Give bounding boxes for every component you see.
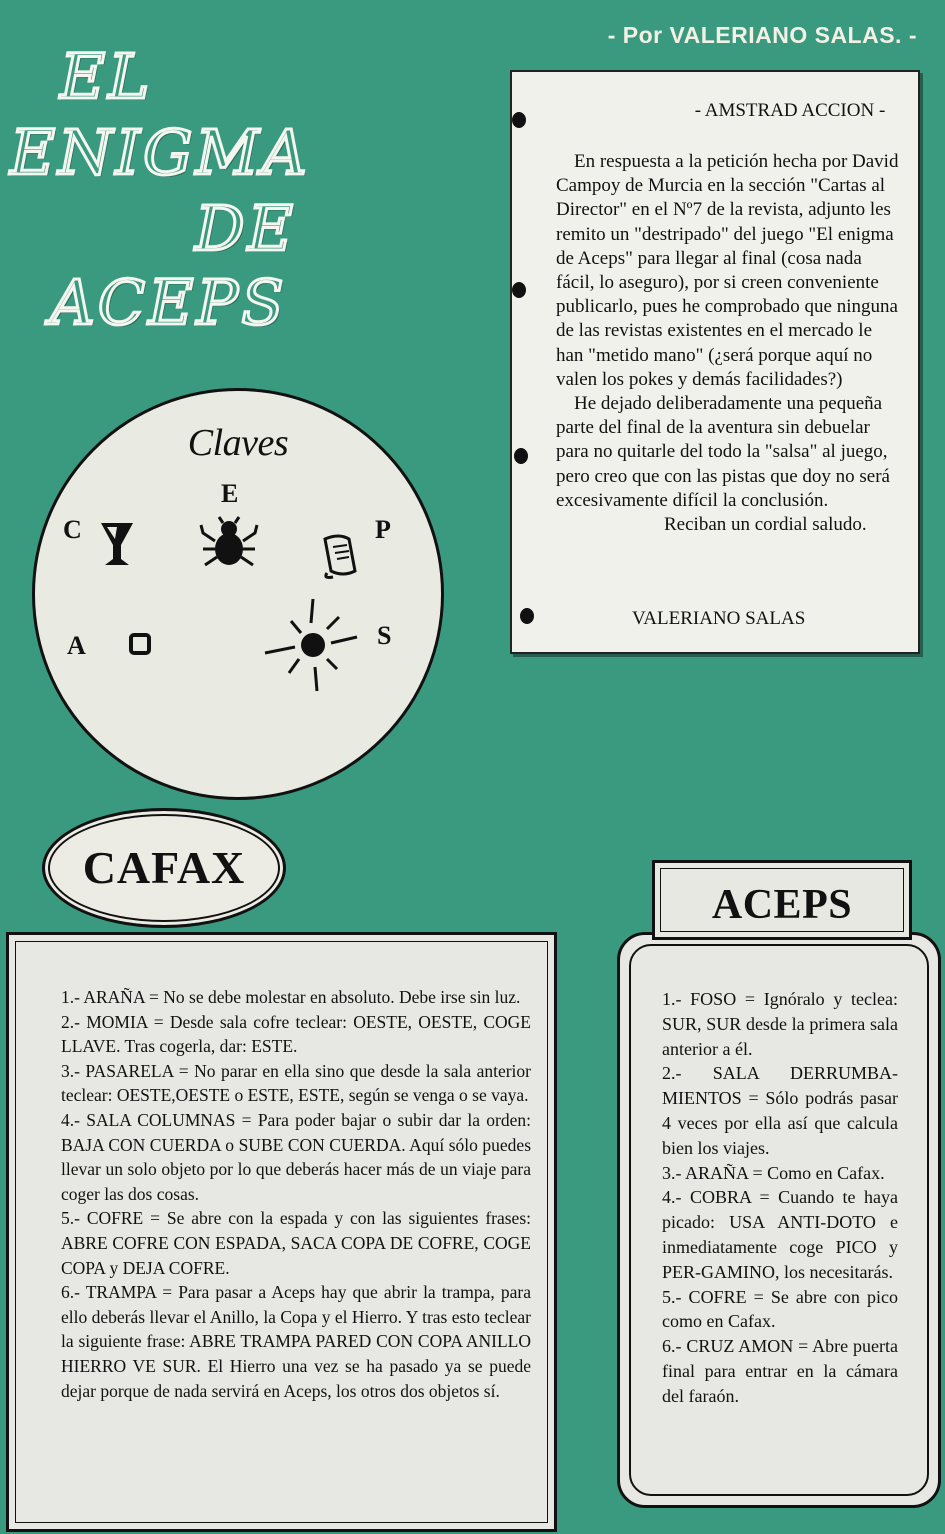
ring-icon <box>127 631 153 657</box>
claves-circle <box>32 388 444 800</box>
letter-card <box>510 70 920 654</box>
cup-icon <box>97 519 137 569</box>
aceps-heading-badge <box>652 860 912 940</box>
cafax-box <box>6 932 557 1532</box>
bullet-dot <box>520 608 534 624</box>
title-line-4: ACEPS <box>50 266 287 339</box>
aceps-item: 4.- COBRA = Cuando te haya picado: USA ANTI-DOTO e inmediatamente coge PICO y PER-GAMINO, los necesitarás. <box>662 1187 898 1282</box>
aceps-item: 2.- SALA DERRUMBA-MIENTOS = Sólo podrás pasar 4 veces por ella así que calcula bien los viajes. <box>662 1063 898 1158</box>
letter-body <box>556 150 902 537</box>
aceps-heading: ACEPS <box>660 868 904 932</box>
letter-paragraph: En respuesta a la petición hecha por David Campoy de Murcia en la sección "Cartas al Director" en el Nº7 de la revista, adjunto les remito un "destripado" del juego "El enigma de Aceps" para llegar al final (cosa nada fácil, lo aseguro), por si creen conveniente publicarlo, pues he comprobado que ninguna de las revistas existentes en el mercado le han "metido mano" (¿será porque aquí no valen los pokes y demás facilidades?) <box>556 151 899 390</box>
cafax-item: 2.- MOMIA = Desde sala cofre teclear: OESTE, OESTE, COGE LLAVE. Tras cogerla, dar: ESTE. <box>61 1011 531 1057</box>
title-line-2: ENIGMA <box>10 116 310 189</box>
aceps-item: 5.- COFRE = Se abre con pico como en Cafax. <box>662 1286 898 1332</box>
byline: - Por VALERIANO SALAS. - <box>607 22 917 48</box>
cafax-list <box>61 985 531 1403</box>
cafax-item: 3.- PASARELA = No parar en ella sino que desde la sala anterior teclear: OESTE,OESTE o ESTE, ESTE, según se venga o se vaya. <box>61 1060 531 1106</box>
claves-title: Claves <box>187 422 289 464</box>
bullet-dot <box>514 448 528 464</box>
spider-icon <box>199 515 259 571</box>
cafax-item: 6.- TRAMPA = Para pasar a Aceps hay que abrir la trampa, para ello deberás llevar el Anillo, la Copa y el Hierro. Y tras esto teclear la siguiente frase: ABRE TRAMPA PARED CON COPA ANILLO HIERRO VE SUR. El Hierro una vez se ha pasado ya se puede dejar porque de nada servirá en Aceps, los otros dos objetos sí. <box>61 1282 531 1401</box>
aceps-item: 3.- ARAÑA = Como en Cafax. <box>662 1162 885 1183</box>
label-e: E <box>221 479 239 508</box>
title-logo <box>10 40 390 360</box>
sun-icon <box>263 597 359 693</box>
aceps-list <box>662 987 898 1409</box>
title-line-1: EL <box>60 40 153 113</box>
label-p: P <box>375 515 391 544</box>
letter-salutation: Reciban un cordial saludo. <box>664 514 867 536</box>
label-a: A <box>67 631 86 660</box>
letter-signature: VALERIANO SALAS <box>632 608 806 629</box>
cafax-item: 4.- SALA COLUMNAS = Para poder bajar o subir dar la orden: BAJA CON CUERDA o SUBE CON CUERDA. Aquí sólo puedes llevar un solo objeto por lo que deberás hacer más de un viaje para coger las dos cosas. <box>61 1109 531 1204</box>
label-c: C <box>63 515 82 544</box>
cafax-heading: CAFAX <box>82 842 246 893</box>
cafax-heading-badge <box>42 808 286 928</box>
aceps-item: 6.- CRUZ AMON = Abre puerta final para entrar en la cámara del faraón. <box>662 1336 898 1406</box>
title-line-3: DE <box>195 192 296 265</box>
cafax-item: 1.- ARAÑA = No se debe molestar en absoluto. Debe irse sin luz. <box>61 987 521 1007</box>
bullet-dot <box>512 282 526 298</box>
letter-paragraph: He dejado deliberadamente una pequeña parte del final de la aventura sin debuelar para no quitarle del todo la "salsa" al juego, pero creo que con las pistas que doy no será excesivamente difícil la conclusión. <box>556 393 890 511</box>
letter-header: - AMSTRAD ACCION - <box>694 100 886 121</box>
aceps-item: 1.- FOSO = Ignóralo y teclea: SUR, SUR desde la primera sala anterior a él. <box>662 989 898 1059</box>
scroll-icon <box>319 533 363 581</box>
aceps-box <box>617 932 941 1508</box>
label-s: S <box>377 621 392 650</box>
cafax-item: 5.- COFRE = Se abre con la espada y con las siguientes frases: ABRE COFRE CON ESPADA, SACA COPA DE COFRE, COGE COPA y DEJA COFRE. <box>61 1208 531 1278</box>
